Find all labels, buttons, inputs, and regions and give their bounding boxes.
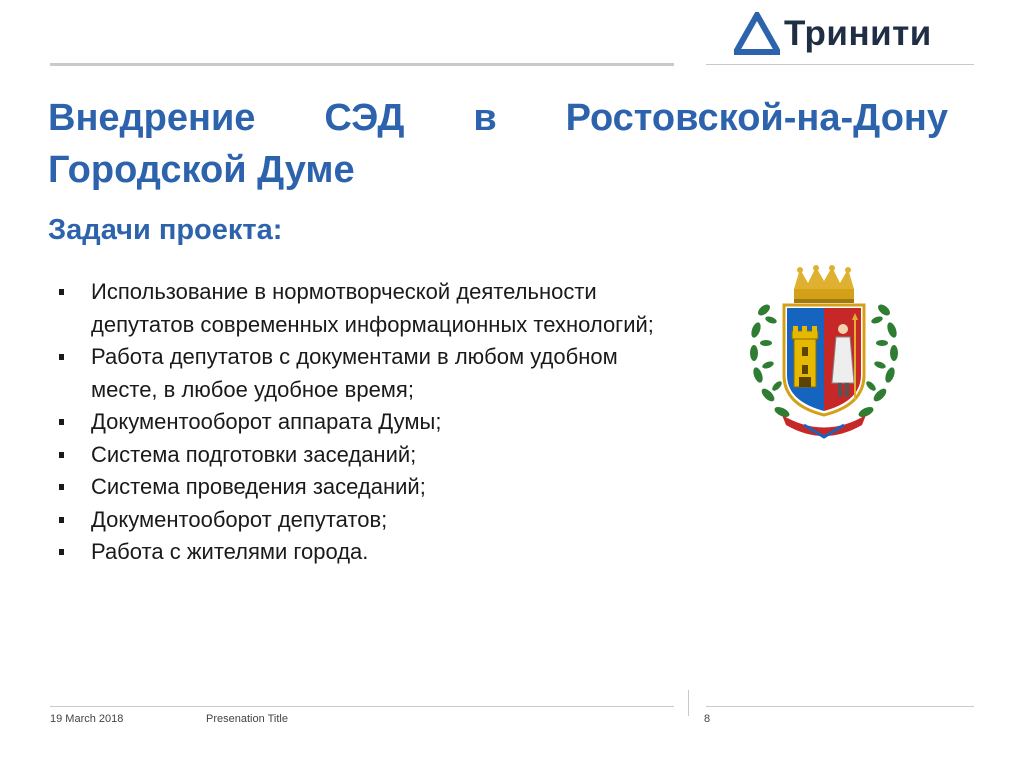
list-item-text: Система подготовки заседаний; bbox=[91, 441, 417, 467]
slide-title bbox=[48, 92, 958, 196]
footer-page-number: 8 bbox=[704, 713, 711, 725]
footer-date: 19 March 2018 bbox=[50, 713, 124, 725]
slide-subtitle: Задачи проекта: bbox=[48, 214, 283, 246]
title-word: Внедрение bbox=[48, 97, 256, 139]
square-bullet-icon bbox=[59, 549, 64, 555]
task-list bbox=[56, 276, 656, 569]
footer-rule-right bbox=[706, 706, 974, 707]
header-rule-right bbox=[706, 64, 974, 65]
footer-rule-left bbox=[50, 706, 674, 707]
list-item-text: Документооборот аппарата Думы; bbox=[91, 409, 442, 434]
square-bullet-icon bbox=[59, 419, 64, 425]
list-item-text: Использование в нормотворческой деятельности депутатов современных информационных технологий; bbox=[91, 279, 654, 337]
square-bullet-icon bbox=[59, 289, 64, 295]
list-item-text: Система проведения заседаний; bbox=[91, 474, 426, 499]
list-item bbox=[56, 341, 656, 406]
title-word: в bbox=[473, 97, 497, 139]
list-item-text: Работа с жителями города. bbox=[91, 539, 369, 564]
square-bullet-icon bbox=[59, 452, 64, 458]
footer-presentation-title: Presenation Title bbox=[206, 713, 288, 725]
footer-divider bbox=[688, 690, 689, 716]
trinity-logo bbox=[734, 12, 944, 56]
list-item bbox=[56, 276, 656, 341]
list-item bbox=[56, 471, 656, 504]
list-item-text: Документооборот депутатов; bbox=[91, 506, 388, 532]
header-rule-left bbox=[50, 63, 674, 66]
triangle-logo-icon bbox=[734, 12, 780, 56]
rostov-coat-of-arms-icon bbox=[744, 265, 904, 450]
title-word: СЭД bbox=[324, 97, 405, 139]
list-item bbox=[56, 504, 656, 537]
title-line-1 bbox=[48, 92, 948, 144]
list-item-text: Работа депутатов с документами в любом удобном месте, в любое удобное время; bbox=[91, 344, 618, 402]
square-bullet-icon bbox=[59, 354, 64, 360]
title-word: Ростовской-на-Дону bbox=[565, 97, 948, 139]
list-item bbox=[56, 536, 656, 569]
list-item bbox=[56, 439, 656, 472]
square-bullet-icon bbox=[59, 484, 64, 490]
square-bullet-icon bbox=[59, 517, 64, 523]
list-item bbox=[56, 406, 656, 439]
title-line-2: Городской Думе bbox=[48, 149, 355, 191]
logo-text: Тринити bbox=[784, 14, 932, 53]
